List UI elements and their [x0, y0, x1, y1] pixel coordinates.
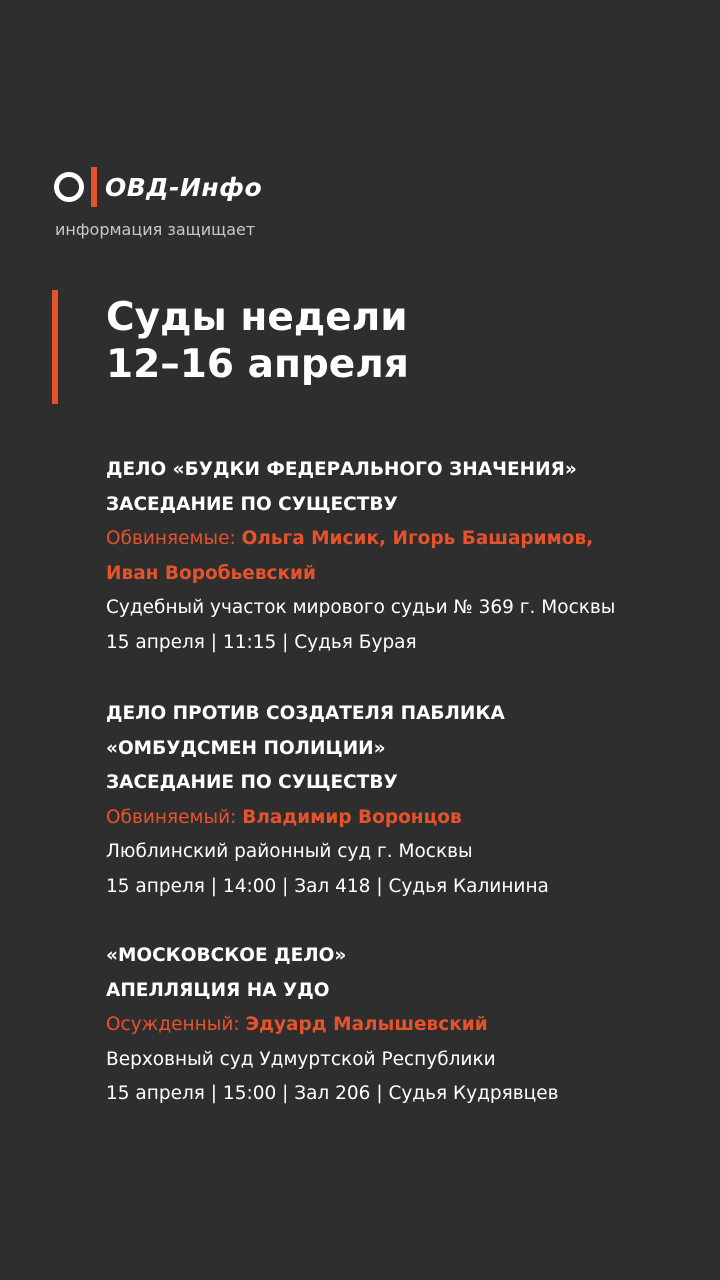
brand-logo: [54, 167, 262, 207]
logo-bar-icon: [91, 167, 97, 207]
case-court: Люблинский районный суд г. Москвы: [106, 841, 473, 862]
case-heading: ДЕЛО «БУДКИ ФЕДЕРАЛЬНОГО ЗНАЧЕНИЯ»: [106, 459, 577, 480]
case-item: [106, 453, 706, 660]
case-role-label: Обвиняемые:: [106, 528, 236, 549]
case-item: [106, 939, 706, 1112]
page-title-line2: 12–16 апреля: [106, 342, 409, 387]
brand-tagline: информация защищает: [55, 220, 256, 239]
case-details: 15 апреля | 14:00 | Зал 418 | Судья Калинина: [106, 875, 549, 897]
case-heading: «МОСКОВСКОЕ ДЕЛО»: [106, 945, 347, 966]
logo-ring-icon: [54, 172, 84, 202]
case-defendant-names: Иван Воробьевский: [106, 562, 316, 584]
case-defendant-names: Ольга Мисик, Игорь Башаримов,: [241, 528, 594, 549]
case-defendant-names: Эдуард Малышевский: [245, 1014, 488, 1035]
case-court: Судебный участок мирового судьи № 369 г. Москвы: [106, 597, 616, 618]
case-heading: АПЕЛЛЯЦИЯ НА УДО: [106, 979, 330, 1001]
case-defendant-names: Владимир Воронцов: [242, 806, 462, 828]
case-item: [106, 697, 706, 904]
case-heading: ЗАСЕДАНИЕ ПО СУЩЕСТВУ: [106, 772, 398, 793]
case-heading: «ОМБУДСМЕН ПОЛИЦИИ»: [106, 737, 386, 759]
case-role-label: Обвиняемый:: [106, 806, 237, 828]
page-title: [106, 294, 409, 388]
case-heading: ЗАСЕДАНИЕ ПО СУЩЕСТВУ: [106, 493, 398, 515]
title-accent-bar: [52, 290, 58, 404]
case-defendants: [106, 1008, 706, 1043]
page-title-line1: Суды недели: [106, 295, 408, 340]
case-heading: ДЕЛО ПРОТИВ СОЗДАТЕЛЯ ПАБЛИКА: [106, 703, 505, 724]
case-role-label: Осужденный:: [106, 1014, 240, 1035]
case-defendants: [106, 522, 706, 557]
case-details: 15 апреля | 15:00 | Зал 206 | Судья Кудрявцев: [106, 1083, 559, 1104]
case-details: 15 апреля | 11:15 | Судья Бурая: [106, 631, 417, 653]
case-defendants: [106, 801, 706, 836]
brand-name: ОВД-Инфо: [105, 172, 263, 202]
case-court: Верховный суд Удмуртской Республики: [106, 1048, 496, 1070]
